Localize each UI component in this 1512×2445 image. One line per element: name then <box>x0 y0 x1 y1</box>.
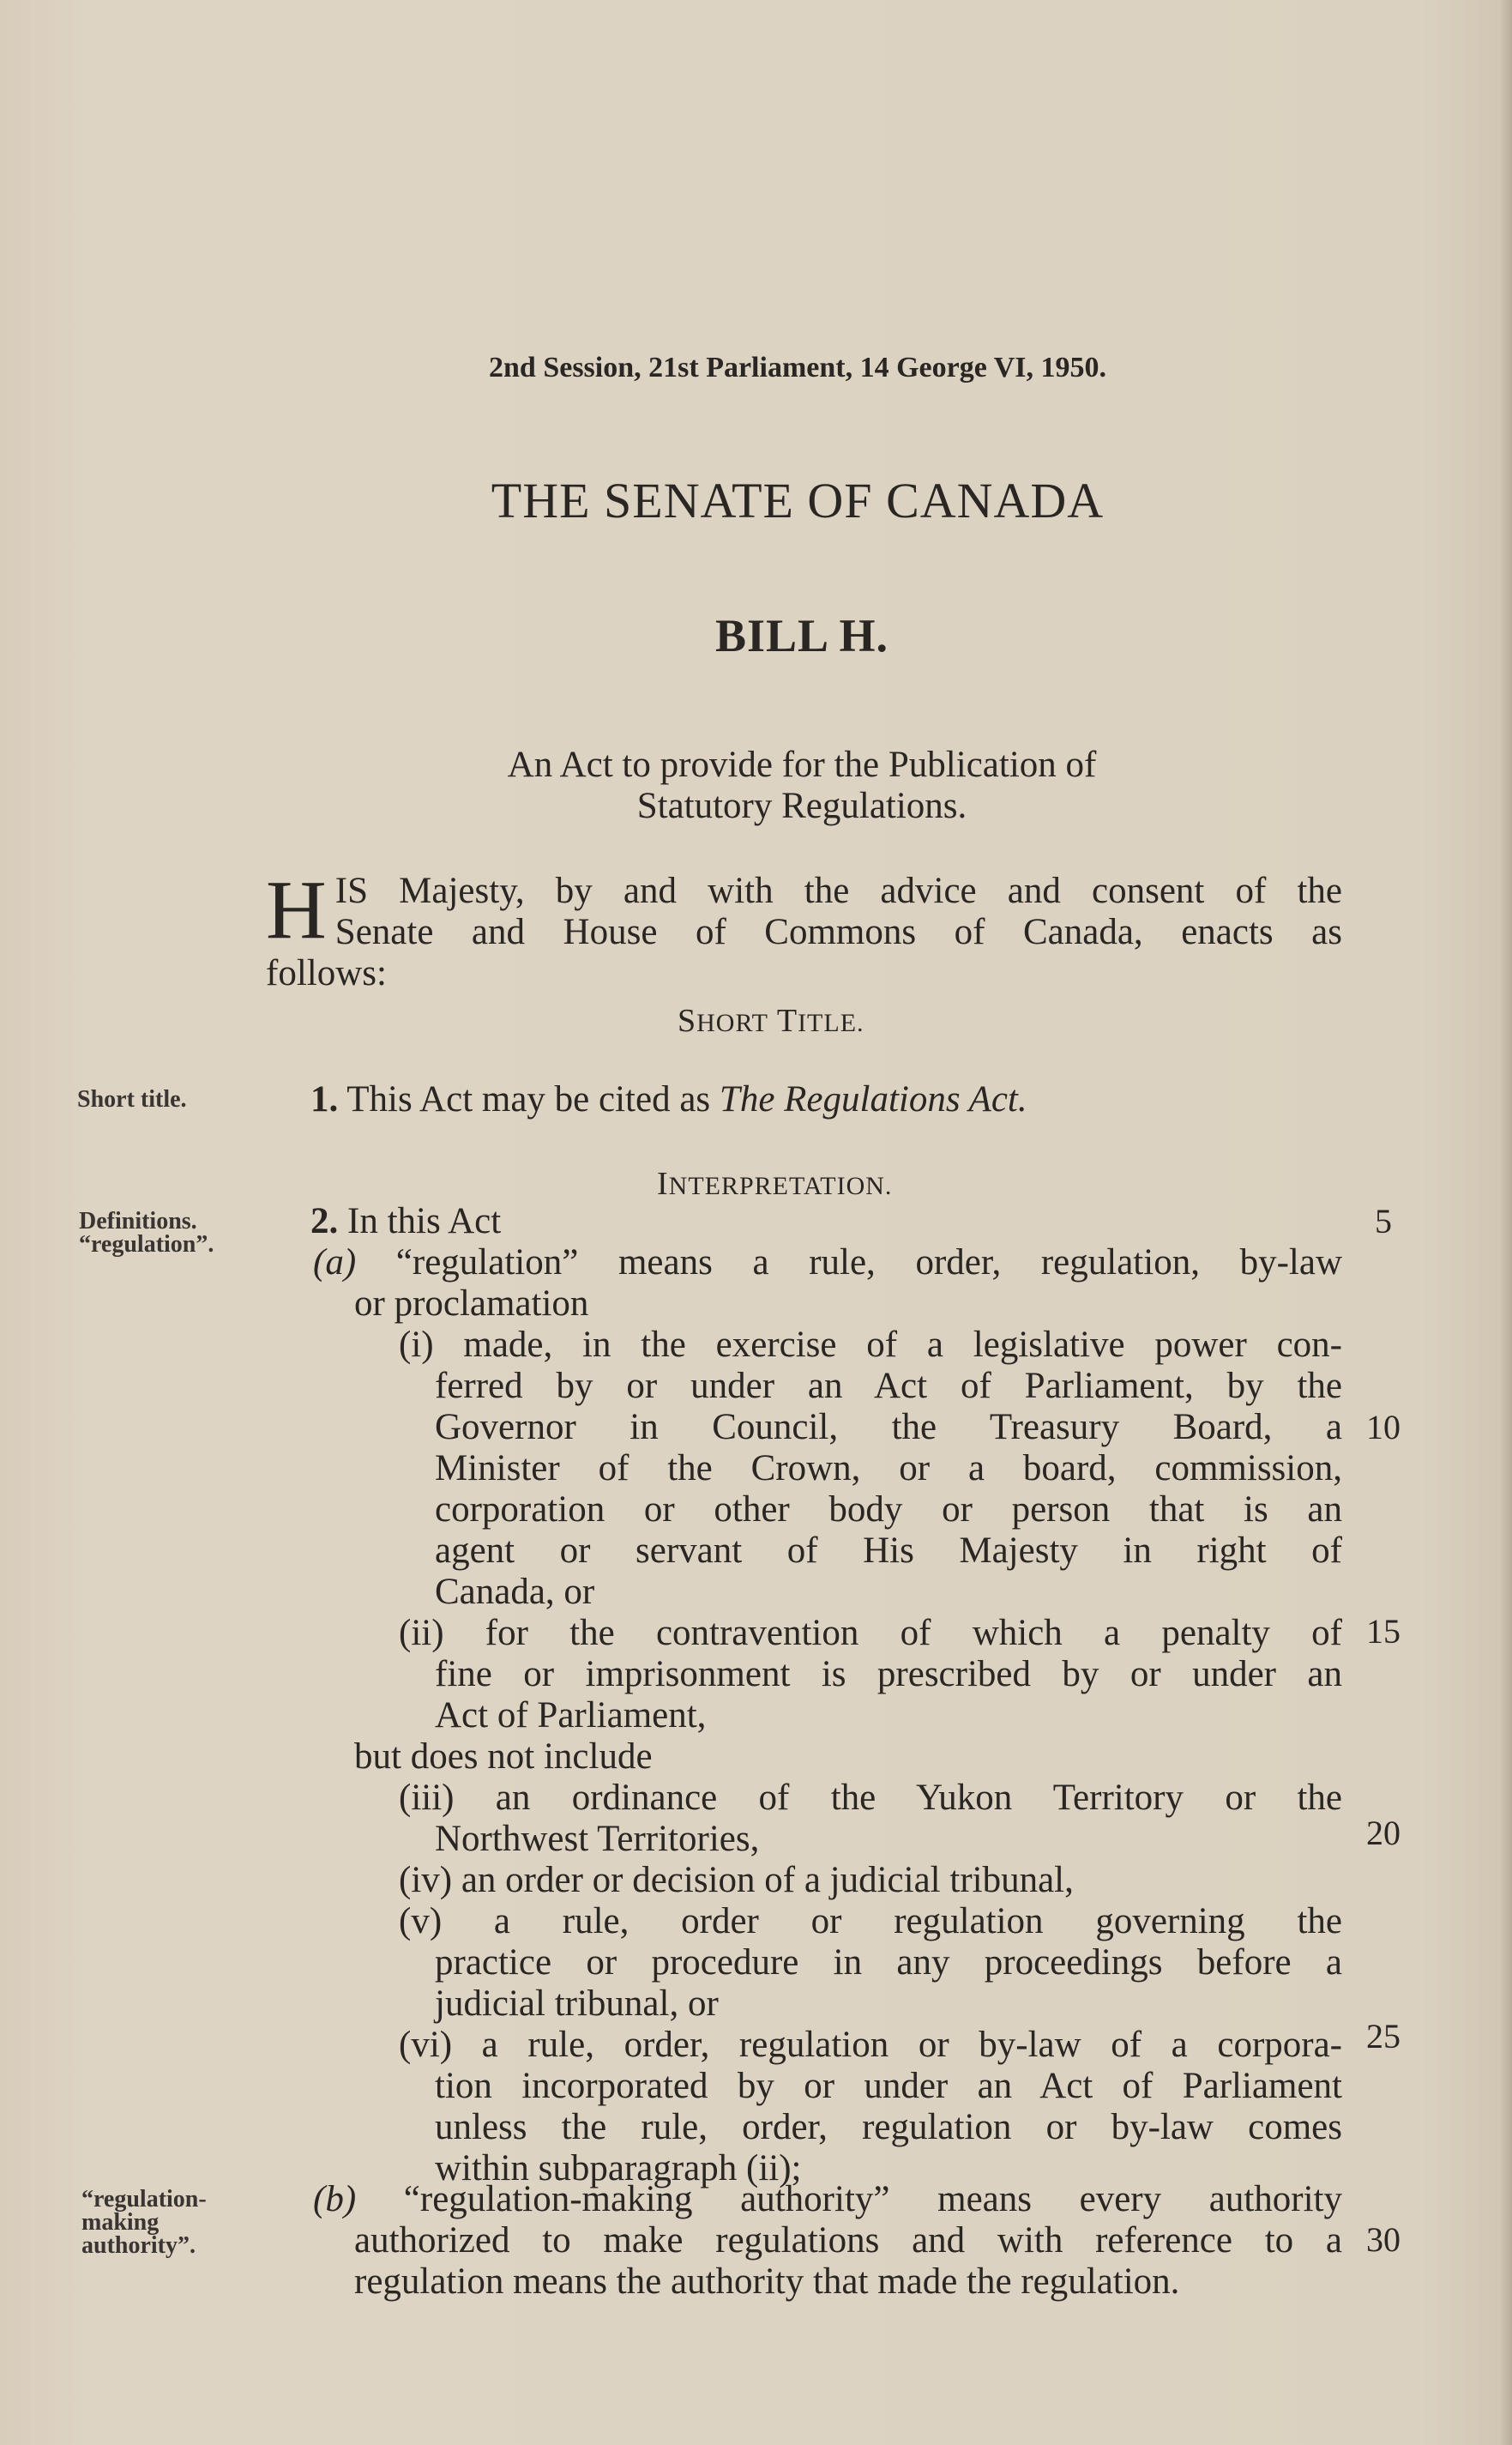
subparagraph-iii: (iii) an ordinance of the Yukon Territory or the Northwest Territories, <box>399 1778 1342 1859</box>
subparagraph-i: (i) made, in the exercise of a legislative power con- ferred by or under an Act of Parliament, by the Governor in Council, the Treasury Board, a Minister of the Crown, or a board, commission, corporation or other body or person that is an agent or servant of His Majesty in right of Canada, or <box>399 1325 1342 1612</box>
enacting-line-1: IS Majesty, by and with the advice and consent of the <box>334 871 1342 911</box>
margin-note-short-title: Short title. <box>77 1086 187 1113</box>
act-title-line-2: Statutory Regulations. <box>636 786 967 826</box>
chamber-title: THE SENATE OF CANADA <box>491 473 1105 528</box>
paragraph-b-label: (b) <box>313 2179 357 2219</box>
margin-note-regulation: “regulation”. <box>79 1231 214 1258</box>
subparagraph-iv: (iv) an order or decision of a judicial tribunal, <box>399 1860 1074 1900</box>
line-number-20: 20 <box>1366 1814 1401 1852</box>
bill-title: BILL H. <box>714 610 889 661</box>
section-1-text: This Act may be cited as <box>346 1079 720 1120</box>
paragraph-a: (a) “regulation” means a rule, order, regulation, by-law or proclamation <box>313 1242 1342 1324</box>
section-1-number: 1. <box>310 1079 339 1120</box>
subparagraph-vi: (vi) a rule, order, regulation or by-law of a corpora- tion incorporated by or under an Act of Parliament unless the rule, order, regulation or by-law comes within subparagraph (ii); <box>399 2025 1342 2188</box>
line-number-5: 5 <box>1375 1202 1392 1241</box>
paragraph-b: (b) “regulation-making authority” means every authority authorized to make regulations and with reference to a regulation means the authority that made the regulation. <box>313 2179 1343 2302</box>
subparagraph-ii: (ii) for the contravention of which a penalty of fine or imprisonment is prescribed by or under an Act of Parliament, <box>399 1613 1342 1736</box>
section-2-number: 2. <box>310 1201 339 1241</box>
margin-note-definitions: Definitions. “regulation”. <box>79 1208 214 1258</box>
paragraph-a-label: (a) <box>313 1242 357 1283</box>
but-does-not-include: but does not include <box>354 1736 653 1777</box>
act-title-line-1: An Act to provide for the Publication of <box>507 745 1097 785</box>
session-line: 2nd Session, 21st Parliament, 14 George VI, 1950. <box>489 352 1106 383</box>
section-1-short-title: The Regulations Act. <box>719 1079 1027 1120</box>
margin-note-regulation-making-authority: “regulation- making authority”. <box>81 2186 207 2259</box>
section-2-intro: 2. In this Act <box>310 1201 502 1241</box>
line-number-25: 25 <box>1366 2017 1401 2056</box>
act-long-title <box>0 745 1512 827</box>
enacting-clause <box>266 864 1342 994</box>
line-number-30: 30 <box>1366 2220 1401 2259</box>
heading-interpretation: INTERPRETATION. <box>657 1166 893 1202</box>
subparagraph-v: (v) a rule, order or regulation governing the practice or procedure in any proceedings before a judicial tribunal, or <box>399 1901 1342 2024</box>
enacting-line-3: follows: <box>266 953 387 993</box>
drop-cap: H <box>266 864 327 957</box>
enacting-line-2: Senate and House of Commons of Canada, enacts as <box>334 912 1342 952</box>
line-number-15: 15 <box>1366 1612 1401 1651</box>
section-1 <box>310 1079 1027 1120</box>
line-number-10: 10 <box>1366 1408 1401 1446</box>
heading-short-title: SHORT TITLE. <box>678 1003 864 1039</box>
